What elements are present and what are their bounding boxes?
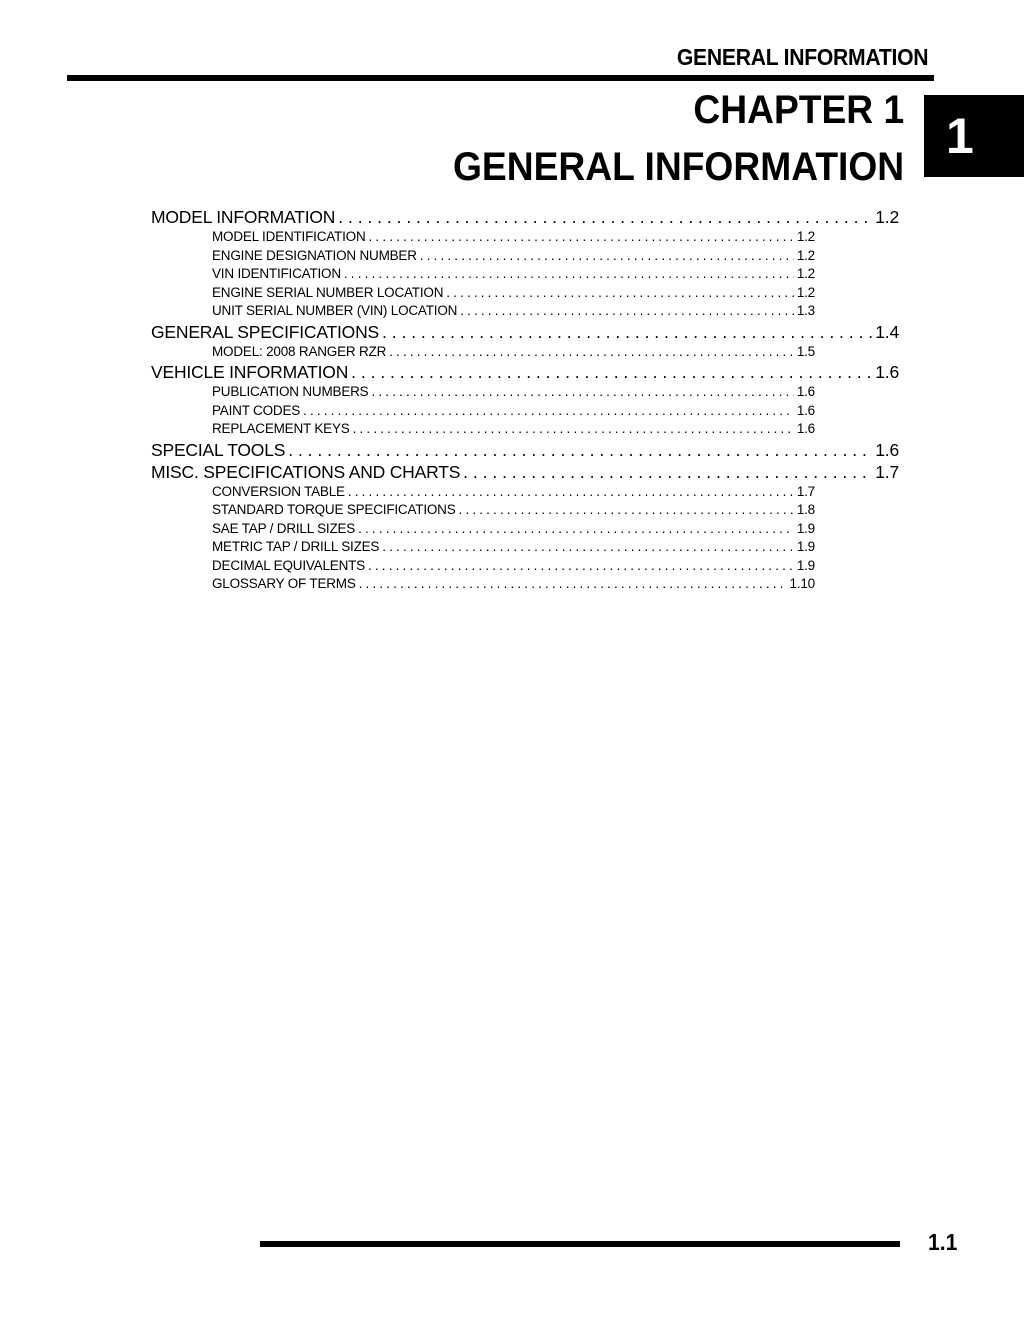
toc-subentry-title: ENGINE DESIGNATION NUMBER bbox=[212, 247, 417, 263]
toc-subentry-page: 1.9 bbox=[796, 557, 815, 573]
toc-subentry[interactable] bbox=[212, 265, 815, 284]
dot-leader bbox=[351, 361, 872, 383]
dot-leader bbox=[353, 420, 794, 439]
toc-subentry-page: 1.7 bbox=[796, 483, 815, 499]
toc-subentry[interactable] bbox=[212, 247, 815, 266]
toc-subentry-title: GLOSSARY OF TERMS bbox=[212, 576, 356, 591]
toc-subentry-page: 1.5 bbox=[796, 343, 815, 359]
dot-leader bbox=[459, 501, 794, 520]
dot-leader bbox=[338, 206, 872, 228]
dot-leader bbox=[463, 461, 872, 483]
dot-leader bbox=[348, 483, 794, 502]
dot-leader bbox=[369, 228, 794, 247]
toc-subentry[interactable] bbox=[212, 302, 815, 321]
toc-entry-page: 1.6 bbox=[875, 362, 899, 382]
toc-subentry-title: SAE TAP / DRILL SIZES bbox=[212, 520, 356, 536]
toc-entry-title: GENERAL SPECIFICATIONS bbox=[151, 321, 380, 342]
dot-leader bbox=[344, 265, 794, 284]
dot-leader bbox=[460, 302, 794, 321]
table-of-contents bbox=[151, 206, 899, 594]
dot-leader bbox=[420, 247, 794, 266]
running-header-title: GENERAL INFORMATION bbox=[676, 44, 928, 70]
toc-subentry-title: PAINT CODES bbox=[212, 402, 301, 418]
footer-rule bbox=[260, 1241, 900, 1247]
dot-leader bbox=[368, 557, 794, 576]
page-number: 1.1 bbox=[928, 1229, 958, 1255]
dot-leader bbox=[382, 321, 872, 343]
dot-leader bbox=[382, 538, 794, 557]
toc-entry[interactable] bbox=[151, 321, 899, 343]
toc-subentry-page: 1.6 bbox=[796, 384, 815, 399]
toc-subentry-page: 1.6 bbox=[796, 421, 815, 436]
toc-subentry-title: MODEL IDENTIFICATION bbox=[212, 229, 366, 244]
toc-entry-page: 1.6 bbox=[875, 439, 899, 460]
toc-subentry-title: UNIT SERIAL NUMBER (VIN) LOCATION bbox=[212, 303, 458, 318]
toc-subentry-title: CONVERSION TABLE bbox=[212, 483, 345, 499]
toc-subentry-title: STANDARD TORQUE SPECIFICATIONS bbox=[212, 502, 456, 517]
toc-subentry[interactable] bbox=[212, 538, 815, 557]
toc-subentry-page: 1.9 bbox=[796, 539, 815, 554]
toc-subentry-title: VIN IDENTIFICATION bbox=[212, 266, 341, 281]
toc-entry-title: VEHICLE INFORMATION bbox=[151, 362, 349, 382]
toc-subentry[interactable] bbox=[212, 420, 815, 439]
toc-subentry[interactable] bbox=[212, 501, 815, 520]
toc-entry[interactable] bbox=[151, 461, 899, 483]
toc-subentry[interactable] bbox=[212, 383, 815, 402]
toc-entry[interactable] bbox=[151, 206, 899, 228]
toc-subentry-page: 1.2 bbox=[796, 247, 815, 263]
toc-entry[interactable] bbox=[151, 439, 899, 461]
toc-subentry[interactable] bbox=[212, 284, 815, 303]
toc-subentry-title: REPLACEMENT KEYS bbox=[212, 421, 350, 436]
chapter-title: GENERAL INFORMATION bbox=[452, 145, 904, 189]
toc-subentry-page: 1.10 bbox=[789, 576, 815, 591]
chapter-heading bbox=[453, 82, 904, 196]
toc-subentry-page: 1.9 bbox=[796, 520, 815, 536]
toc-subentry[interactable] bbox=[212, 483, 815, 502]
chapter-tab: 1 bbox=[924, 95, 1024, 177]
toc-subentry-page: 1.6 bbox=[796, 402, 815, 418]
chapter-label: CHAPTER 1 bbox=[693, 88, 904, 132]
toc-subentry[interactable] bbox=[212, 228, 815, 247]
toc-subentry-title: DECIMAL EQUIVALENTS bbox=[212, 557, 365, 573]
dot-leader bbox=[359, 575, 787, 594]
toc-subentry-page: 1.2 bbox=[796, 229, 815, 244]
toc-subentry[interactable] bbox=[212, 557, 815, 576]
toc-entry-page: 1.4 bbox=[875, 321, 899, 342]
toc-subentry[interactable] bbox=[212, 402, 815, 421]
dot-leader bbox=[446, 284, 794, 303]
toc-subentry-page: 1.8 bbox=[796, 502, 815, 517]
dot-leader bbox=[288, 439, 872, 461]
toc-subentry-page: 1.2 bbox=[796, 266, 815, 281]
toc-entry[interactable] bbox=[151, 361, 899, 383]
dot-leader bbox=[358, 520, 794, 539]
toc-entry-title: SPECIAL TOOLS bbox=[151, 439, 286, 460]
dot-leader bbox=[303, 402, 794, 421]
toc-subentry-page: 1.3 bbox=[796, 303, 815, 318]
toc-subentry-title: ENGINE SERIAL NUMBER LOCATION bbox=[212, 284, 444, 300]
toc-entry-page: 1.7 bbox=[875, 461, 899, 482]
toc-entry-page: 1.2 bbox=[875, 207, 899, 227]
toc-subentry[interactable] bbox=[212, 343, 815, 362]
toc-subentry-page: 1.2 bbox=[796, 284, 815, 300]
toc-subentry[interactable] bbox=[212, 575, 815, 594]
toc-entry-title: MISC. SPECIFICATIONS AND CHARTS bbox=[151, 461, 461, 482]
toc-subentry-title: METRIC TAP / DRILL SIZES bbox=[212, 539, 380, 554]
dot-leader bbox=[389, 343, 794, 362]
header-rule bbox=[67, 75, 934, 81]
toc-subentry-title: MODEL: 2008 RANGER RZR bbox=[212, 343, 387, 359]
toc-subentry-title: PUBLICATION NUMBERS bbox=[212, 384, 369, 399]
dot-leader bbox=[371, 383, 793, 402]
toc-subentry[interactable] bbox=[212, 520, 815, 539]
toc-entry-title: MODEL INFORMATION bbox=[151, 207, 336, 227]
